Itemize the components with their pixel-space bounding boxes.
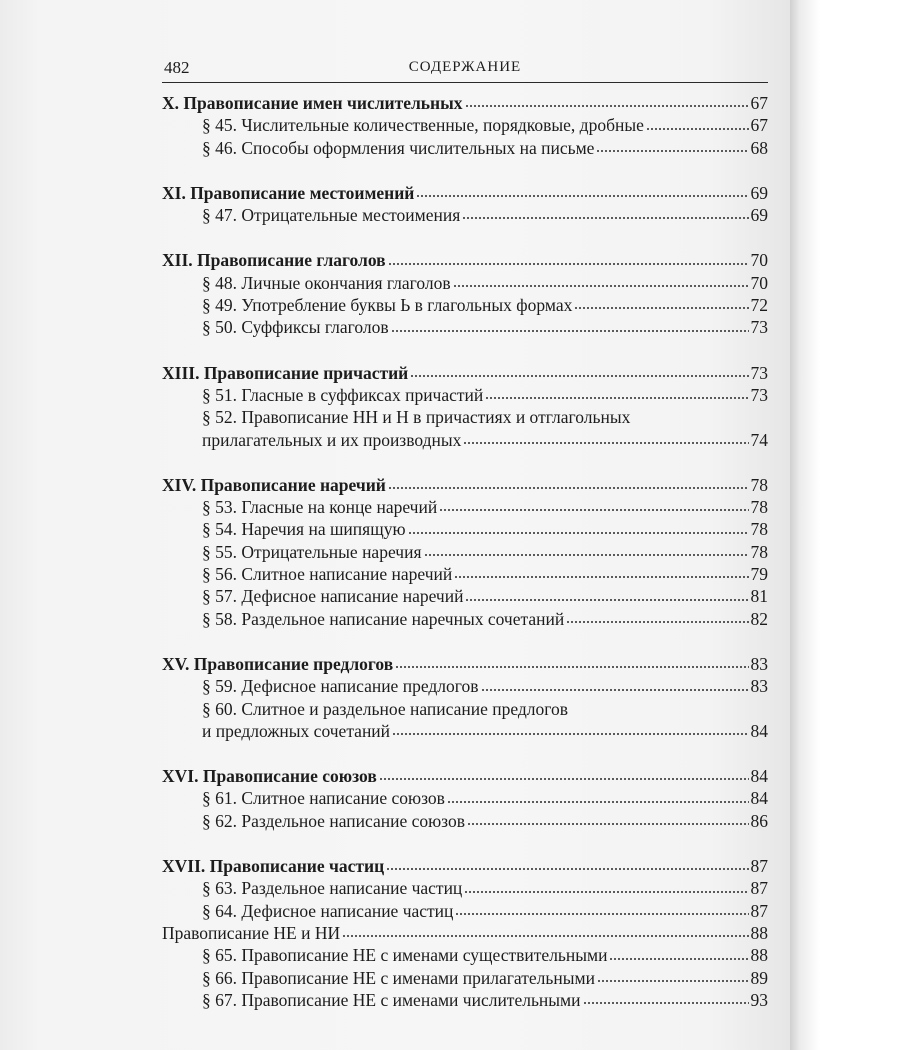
toc-entry[interactable]: [162, 967, 768, 989]
toc-title: XVII. Правописание частиц: [162, 856, 385, 877]
toc-page: 78: [750, 474, 768, 495]
toc-title: § 65. Правописание НЕ с именами существительными: [202, 945, 608, 966]
toc-page: 87: [750, 856, 768, 877]
leader-dots: [485, 396, 748, 400]
toc-title: XVI. Правописание союзов: [162, 766, 377, 787]
toc-entry[interactable]: [162, 675, 768, 697]
leader-dots: [453, 284, 749, 288]
leader-dots: [609, 957, 748, 961]
toc-title: § 46. Способы оформления числительных на письме: [202, 137, 595, 158]
toc-title: § 59. Дефисное написание предлогов: [202, 676, 479, 697]
toc-entry[interactable]: [162, 518, 768, 540]
toc-entry[interactable]: [162, 877, 768, 899]
leader-dots: [597, 979, 749, 983]
toc-section-heading[interactable]: [162, 92, 768, 114]
toc-entry[interactable]: [162, 989, 768, 1011]
toc-page: 67: [750, 93, 768, 113]
toc-entry[interactable]: [162, 944, 768, 966]
toc-entry[interactable]: [162, 608, 768, 630]
toc-title: § 67. Правописание НЕ с именами числительными: [202, 989, 581, 1010]
leader-dots: [462, 216, 748, 220]
leader-dots: [566, 620, 748, 624]
toc-entry[interactable]: [162, 585, 768, 607]
leader-dots: [596, 149, 748, 153]
toc-page: 70: [750, 250, 768, 271]
toc-title: § 66. Правописание НЕ с именами прилагательными: [202, 967, 595, 988]
toc-page: 67: [750, 115, 768, 136]
leader-dots: [416, 194, 748, 198]
toc-page: 84: [750, 766, 768, 787]
toc-title: § 57. Дефисное написание наречий: [202, 586, 464, 607]
toc-section-heading[interactable]: [162, 362, 768, 384]
toc-title: § 53. Гласные на конце наречий: [202, 497, 438, 518]
toc-entry[interactable]: [162, 429, 768, 451]
leader-dots: [342, 934, 748, 938]
page-number: 482: [164, 58, 190, 77]
toc-page: 83: [750, 676, 768, 697]
toc-page: 78: [750, 541, 768, 562]
toc-page: 84: [750, 720, 768, 741]
leader-dots: [408, 531, 749, 535]
toc-title: XV. Правописание предлогов: [162, 653, 394, 674]
leader-dots: [464, 890, 748, 894]
table-of-contents: [162, 92, 768, 1011]
toc-title: и предложных сочетаний: [202, 720, 391, 741]
leader-dots: [454, 575, 748, 579]
toc-entry-first-line[interactable]: § 60. Слитное и раздельное написание предлогов: [202, 698, 569, 719]
page-edge-shadow: [790, 0, 900, 1050]
toc-title: XII. Правописание глаголов: [162, 250, 386, 271]
toc-title: § 47. Отрицательные местоимения: [202, 205, 461, 226]
toc-page: 79: [750, 564, 768, 585]
leader-dots: [467, 822, 749, 826]
leader-dots: [388, 262, 749, 266]
toc-title: § 55. Отрицательные наречия: [202, 541, 422, 562]
toc-entry[interactable]: [162, 114, 768, 136]
toc-title: § 62. Раздельное написание союзов: [202, 810, 465, 831]
toc-page: 87: [750, 878, 768, 899]
leader-dots: [395, 665, 748, 669]
leader-dots: [481, 688, 749, 692]
toc-title: § 50. Суффиксы глаголов: [202, 317, 389, 338]
toc-title: § 48. Личные окончания глаголов: [202, 272, 451, 293]
leader-dots: [455, 912, 748, 916]
toc-entry[interactable]: [162, 316, 768, 338]
toc-section-heading[interactable]: [162, 249, 768, 271]
toc-entry-first-line[interactable]: § 52. Правописание НН и Н в причастиях и отглагольных: [202, 407, 631, 428]
toc-title: § 61. Слитное написание союзов: [202, 788, 445, 809]
toc-section-heading[interactable]: [162, 855, 768, 877]
toc-page: 88: [750, 945, 768, 966]
leader-dots: [386, 867, 748, 871]
toc-page: 89: [750, 967, 768, 988]
toc-page: 73: [750, 384, 768, 405]
toc-page: 93: [750, 989, 768, 1010]
toc-page: 83: [750, 653, 768, 674]
toc-title: X. Правописание имен числительных: [162, 93, 463, 113]
leader-dots: [574, 306, 748, 310]
running-title: СОДЕРЖАНИЕ: [408, 59, 522, 75]
toc-entry[interactable]: [162, 204, 768, 226]
toc-entry[interactable]: [162, 137, 768, 159]
leader-dots: [465, 104, 749, 108]
toc-title: § 49. Употребление буквы Ь в глагольных формах: [202, 295, 573, 316]
toc-page: 81: [750, 586, 768, 607]
toc-section-heading[interactable]: [162, 922, 768, 944]
toc-title: Правописание НЕ и НИ: [162, 922, 341, 943]
leader-dots: [439, 508, 748, 512]
leader-dots: [646, 127, 749, 131]
leader-dots: [379, 777, 749, 781]
toc-title: § 45. Числительные количественные, порядковые, дробные: [202, 115, 644, 136]
toc-entry[interactable]: [162, 563, 768, 585]
leader-dots: [583, 1001, 749, 1005]
toc-page: 69: [750, 205, 768, 226]
toc-entry[interactable]: [162, 720, 768, 742]
toc-section-heading[interactable]: [162, 653, 768, 675]
toc-entry[interactable]: [162, 496, 768, 518]
toc-entry[interactable]: [162, 541, 768, 563]
toc-page: 69: [750, 182, 768, 203]
toc-entry[interactable]: [162, 294, 768, 316]
leader-dots: [388, 486, 749, 490]
toc-title: прилагательных и их производных: [202, 429, 462, 450]
leader-dots: [424, 553, 749, 557]
toc-page: 78: [750, 519, 768, 540]
toc-page: 74: [750, 429, 768, 450]
toc-entry[interactable]: [162, 900, 768, 922]
toc-page: 84: [750, 788, 768, 809]
toc-page: 68: [750, 137, 768, 158]
toc-page: 86: [750, 810, 768, 831]
toc-title: § 63. Раздельное написание частиц: [202, 878, 463, 899]
page-header: [162, 56, 768, 83]
leader-dots: [410, 374, 748, 378]
toc-section-heading[interactable]: [162, 765, 768, 787]
toc-section-heading[interactable]: [162, 474, 768, 496]
toc-title: § 56. Слитное написание наречий: [202, 564, 453, 585]
toc-page: 73: [750, 362, 768, 383]
toc-page: 87: [750, 900, 768, 921]
toc-entry[interactable]: [162, 272, 768, 294]
toc-title: § 51. Гласные в суффиксах причастий: [202, 384, 484, 405]
leader-dots: [465, 598, 748, 602]
toc-page: 78: [750, 497, 768, 518]
leader-dots: [391, 329, 749, 333]
leader-dots: [463, 441, 748, 445]
toc-entry[interactable]: [162, 810, 768, 832]
toc-title: XIV. Правописание наречий: [162, 474, 386, 495]
toc-page: 82: [750, 608, 768, 629]
toc-section-heading[interactable]: [162, 182, 768, 204]
toc-page: 88: [750, 922, 768, 943]
toc-page: 73: [750, 317, 768, 338]
toc-title: XIII. Правописание причастий: [162, 362, 409, 383]
toc-entry[interactable]: [162, 384, 768, 406]
toc-entry[interactable]: [162, 787, 768, 809]
leader-dots: [447, 800, 749, 804]
toc-title: § 54. Наречия на шипящую: [202, 519, 406, 540]
leader-dots: [392, 732, 748, 736]
toc-title: XI. Правописание местоимений: [162, 182, 415, 203]
toc-title: § 58. Раздельное написание наречных сочетаний: [202, 608, 565, 629]
toc-title: § 64. Дефисное написание частиц: [202, 900, 454, 921]
toc-page: 70: [750, 272, 768, 293]
toc-page: 72: [750, 295, 768, 316]
